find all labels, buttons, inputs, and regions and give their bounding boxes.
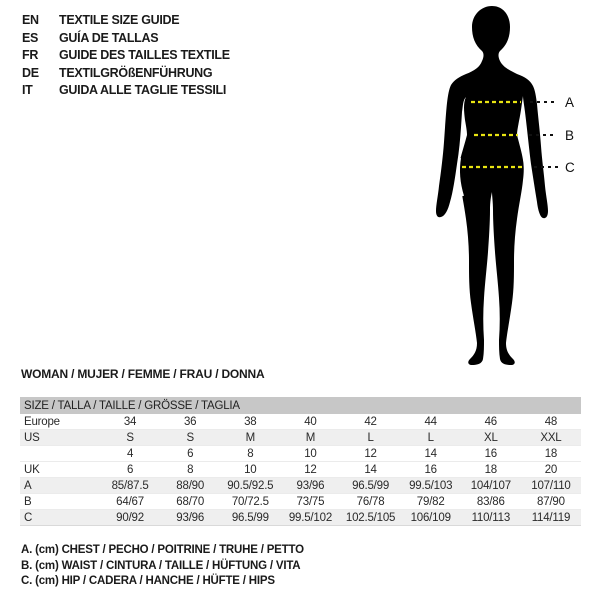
size-cell: 46 xyxy=(484,415,498,428)
size-cell: 102.5/105 xyxy=(345,511,396,524)
size-table-header xyxy=(20,397,581,414)
measure-label-a: A xyxy=(565,95,575,110)
size-cell: 8 xyxy=(187,463,194,476)
language-title-list xyxy=(22,12,230,100)
size-cell: 96.5/99 xyxy=(352,479,390,492)
language-row-it xyxy=(22,82,230,100)
language-row-es xyxy=(22,30,230,48)
size-cell: 42 xyxy=(364,415,377,428)
size-cell: 16 xyxy=(484,447,498,460)
size-row-us xyxy=(20,430,581,446)
legend-line-a: A. (cm) CHEST / PECHO / POITRINE / TRUHE / PETTO xyxy=(21,544,304,556)
size-cell: 96.5/99 xyxy=(231,511,269,524)
language-title: GUÍA DE TALLAS xyxy=(59,30,159,45)
language-row-fr xyxy=(22,47,230,65)
language-code: EN xyxy=(22,13,39,27)
language-code: IT xyxy=(22,83,33,97)
woman-silhouette-image xyxy=(410,0,600,380)
size-cell: 88/90 xyxy=(176,479,205,492)
size-cell: 8 xyxy=(247,447,254,460)
measure-label-b: B xyxy=(565,128,575,143)
size-row-label: A xyxy=(24,479,32,492)
size-row-label: Europe xyxy=(24,415,60,428)
size-row-label: UK xyxy=(24,463,40,476)
size-row-a xyxy=(20,478,581,494)
size-cell: 10 xyxy=(244,463,257,476)
language-code: FR xyxy=(22,48,39,62)
measurement-figure xyxy=(410,0,600,380)
size-cell: 90/92 xyxy=(116,511,144,524)
size-cell: 14 xyxy=(364,463,377,476)
size-cell: XL xyxy=(483,431,498,444)
size-cell: 114/119 xyxy=(531,511,571,524)
size-row-us-numeric xyxy=(20,446,581,462)
size-cell: 90.5/92.5 xyxy=(227,479,274,492)
size-row-label: US xyxy=(24,431,40,444)
size-table xyxy=(20,397,581,526)
size-cell: 36 xyxy=(183,415,197,428)
size-cell: L xyxy=(427,431,434,444)
size-cell: 87/90 xyxy=(537,495,565,508)
legend-line-b: B. (cm) WAIST / CINTURA / TAILLE / HÜFTUNG / VITA xyxy=(21,559,301,572)
size-cell: S xyxy=(186,431,194,444)
size-table-header-label: SIZE / TALLA / TAILLE / GRÖSSE / TAGLIA xyxy=(20,397,581,414)
size-row-label: B xyxy=(24,495,32,508)
size-cell: 99.5/102 xyxy=(288,511,333,524)
size-cell: 6 xyxy=(187,447,194,460)
size-cell: 34 xyxy=(123,415,137,428)
size-cell: 73/75 xyxy=(296,495,325,508)
language-title: GUIDA ALLE TAGLIE TESSILI xyxy=(59,83,227,97)
size-cell: 6 xyxy=(126,463,134,476)
size-row-label: C xyxy=(24,511,33,524)
size-cell: 104/107 xyxy=(470,479,511,492)
size-cell: 12 xyxy=(304,463,317,476)
size-cell: 93/96 xyxy=(296,479,325,492)
size-row-c xyxy=(20,510,581,526)
size-cell: 99.5/103 xyxy=(409,479,453,492)
size-cell: 93/96 xyxy=(176,511,205,524)
size-row-uk xyxy=(20,462,581,478)
measure-label-c: C xyxy=(565,160,575,175)
section-title-woman: WOMAN / MUJER / FEMME / FRAU / DONNA xyxy=(21,367,265,381)
size-cell: 83/86 xyxy=(476,495,505,508)
size-cell: 38 xyxy=(244,415,257,428)
size-cell: 70/72.5 xyxy=(231,495,269,508)
size-cell: 106/109 xyxy=(410,511,451,524)
size-cell: M xyxy=(245,431,255,444)
size-cell: 4 xyxy=(126,447,134,460)
size-cell: M xyxy=(305,431,316,444)
language-row-de xyxy=(22,65,230,83)
legend-line-c: C. (cm) HIP / CADERA / HANCHE / HÜFTE / HIPS xyxy=(21,575,275,587)
size-cell: XXL xyxy=(540,431,562,444)
measurement-legend xyxy=(21,543,304,590)
size-cell: 14 xyxy=(424,447,437,460)
size-cell: 10 xyxy=(304,447,317,460)
language-code: ES xyxy=(22,30,39,45)
size-cell: 18 xyxy=(544,447,558,460)
size-cell: 68/70 xyxy=(176,495,205,508)
size-row-label xyxy=(20,446,100,462)
size-cell: 107/110 xyxy=(531,479,571,492)
language-row-en xyxy=(22,12,230,30)
size-cell: 20 xyxy=(544,463,558,476)
language-code: DE xyxy=(22,65,39,80)
size-row-b xyxy=(20,494,581,510)
size-cell: 44 xyxy=(424,415,437,428)
language-title: TEXTILGRÖßENFÜHRUNG xyxy=(59,65,213,80)
size-cell: 79/82 xyxy=(416,495,445,508)
size-cell: 76/78 xyxy=(356,495,385,508)
size-cell: 110/113 xyxy=(471,511,511,524)
size-cell: 40 xyxy=(304,415,317,428)
woman-silhouette xyxy=(436,6,548,365)
size-cell: 16 xyxy=(424,463,437,476)
language-title: GUIDE DES TAILLES TEXTILE xyxy=(59,48,230,62)
size-cell: 85/87.5 xyxy=(111,479,149,492)
size-cell: 48 xyxy=(544,415,558,428)
size-cell: 64/67 xyxy=(116,495,144,508)
size-row-europe xyxy=(20,414,581,430)
size-cell: S xyxy=(126,431,134,444)
size-cell: 18 xyxy=(484,463,498,476)
size-cell: 12 xyxy=(364,447,377,460)
language-title: TEXTILE SIZE GUIDE xyxy=(59,13,180,27)
size-cell: L xyxy=(367,431,374,444)
